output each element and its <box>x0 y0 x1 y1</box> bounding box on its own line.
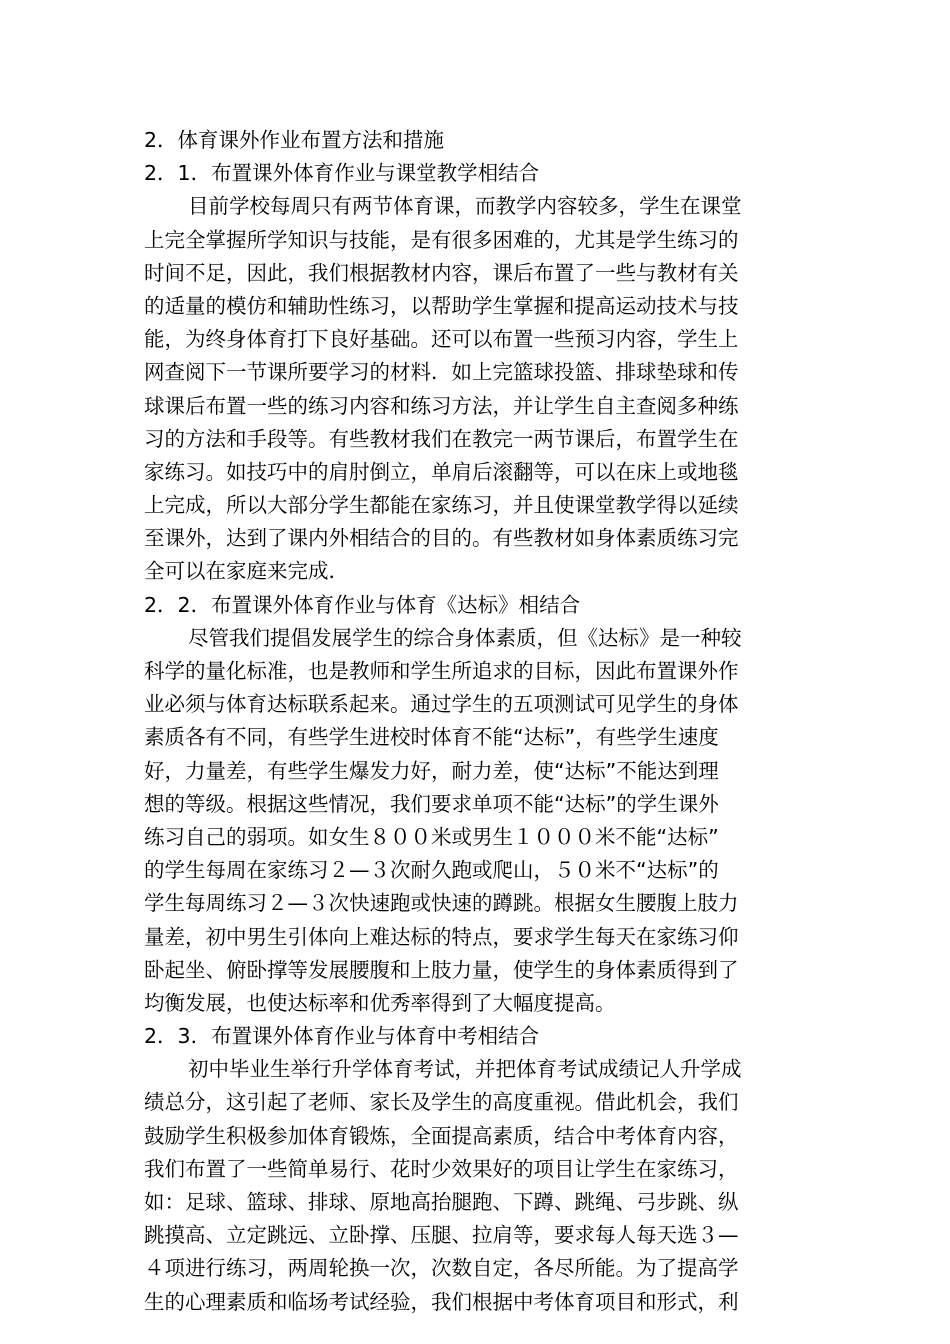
paragraph-line: 我们布置了一些简单易行、花时少效果好的项目让学生在家练习， <box>144 1156 739 1181</box>
section-heading: 2．体育课外作业布置方法和措施 <box>144 128 445 152</box>
paragraph-line: 网查阅下一节课所要学习的材料．如上完篮球投篮、排球垫球和传 <box>144 360 739 385</box>
paragraph-line: 时间不足，因此，我们根据教材内容，课后布置了一些与教材有关 <box>144 260 739 285</box>
paragraph-line: 学生每周练习２—３次快速跑或快速的蹲跳。根据女生腰腹上肢力 <box>144 891 739 916</box>
paragraph-line: 生的心理素质和临场考试经验，我们根据中考体育项目和形式，利 <box>144 1289 739 1314</box>
subsection-heading: 2．3．布置课外体育作业与体育中考相结合 <box>144 1024 540 1049</box>
paragraph-line: ４项进行练习，两周轮换一次，次数自定，各尽所能。为了提高学 <box>144 1256 739 1281</box>
paragraph-line: 如：足球、篮球、排球、原地高抬腿跑、下蹲、跳绳、弓步跳、纵 <box>144 1190 739 1214</box>
subsection-heading: 2．2．布置课外体育作业与体育《达标》相结合 <box>144 592 581 617</box>
paragraph-line: 科学的量化标准，也是教师和学生所追求的目标，因此布置课外作 <box>144 659 739 683</box>
paragraph-line: 业必须与体育达标联系起来。通过学生的五项测试可见学生的身体 <box>144 692 739 717</box>
paragraph-line: 练习自己的弱项。如女生８００米或男生１０００米不能“达标” <box>144 824 719 849</box>
paragraph-line: 的适量的模仿和辅助性练习，以帮助学生掌握和提高运动技术与技 <box>144 293 739 318</box>
paragraph-line: 鼓励学生积极参加体育锻炼，全面提高素质，结合中考体育内容， <box>144 1123 739 1148</box>
paragraph-line: 家练习。如技巧中的肩肘倒立，单肩后滚翻等，可以在床上或地毯 <box>144 459 739 484</box>
paragraph-line: 能，为终身体育打下良好基础。还可以布置一些预习内容，学生上 <box>144 327 739 352</box>
paragraph-line: 上完成，所以大部分学生都能在家练习，并且使课堂教学得以延续 <box>144 493 739 518</box>
paragraph-line: 至课外，达到了课内外相结合的目的。有些教材如身体素质练习完 <box>144 526 739 551</box>
paragraph-line: 的学生每周在家练习２—３次耐久跑或爬山，５０米不“达标”的 <box>144 858 719 883</box>
paragraph-line: 想的等级。根据这些情况，我们要求单项不能“达标”的学生课外 <box>144 791 719 816</box>
paragraph-line: 习的方法和手段等。有些教材我们在教完一两节课后，布置学生在 <box>144 426 739 451</box>
paragraph-line: 量差，初中男生引体向上难达标的特点，要求学生每天在家练习仰 <box>144 924 739 949</box>
paragraph-line: 卧起坐、俯卧撑等发展腰腹和上肢力量，使学生的身体素质得到了 <box>144 957 739 982</box>
paragraph-line: 跳摸高、立定跳远、立卧撑、压腿、拉肩等，要求每人每天选３— <box>144 1223 739 1248</box>
paragraph-line: 球课后布置一些的练习内容和练习方法，并让学生自主查阅多种练 <box>144 393 739 418</box>
paragraph-line: 尽管我们提倡发展学生的综合身体素质，但《达标》是一种较 <box>188 625 742 650</box>
paragraph-line: 好，力量差，有些学生爆发力好，耐力差，使“达标”不能达到理 <box>144 758 719 783</box>
paragraph-line: 上完全掌握所学知识与技能，是有很多困难的，尤其是学生练习的 <box>144 227 739 252</box>
paragraph-line: 全可以在家庭来完成． <box>144 559 349 584</box>
paragraph-line: 素质各有不同，有些学生进校时体育不能“达标”，有些学生速度 <box>144 725 719 750</box>
paragraph-line: 绩总分，这引起了老师、家长及学生的高度重视。借此机会，我们 <box>144 1090 739 1115</box>
subsection-heading: 2．1．布置课外体育作业与课堂教学相结合 <box>144 161 540 186</box>
paragraph-line: 目前学校每周只有两节体育课，而教学内容较多，学生在课堂 <box>188 194 742 219</box>
paragraph-line: 均衡发展，也使达标率和优秀率得到了大幅度提高。 <box>144 990 616 1015</box>
paragraph-line: 初中毕业生举行升学体育考试，并把体育考试成绩记人升学成 <box>188 1057 742 1082</box>
document-body <box>144 124 796 1319</box>
